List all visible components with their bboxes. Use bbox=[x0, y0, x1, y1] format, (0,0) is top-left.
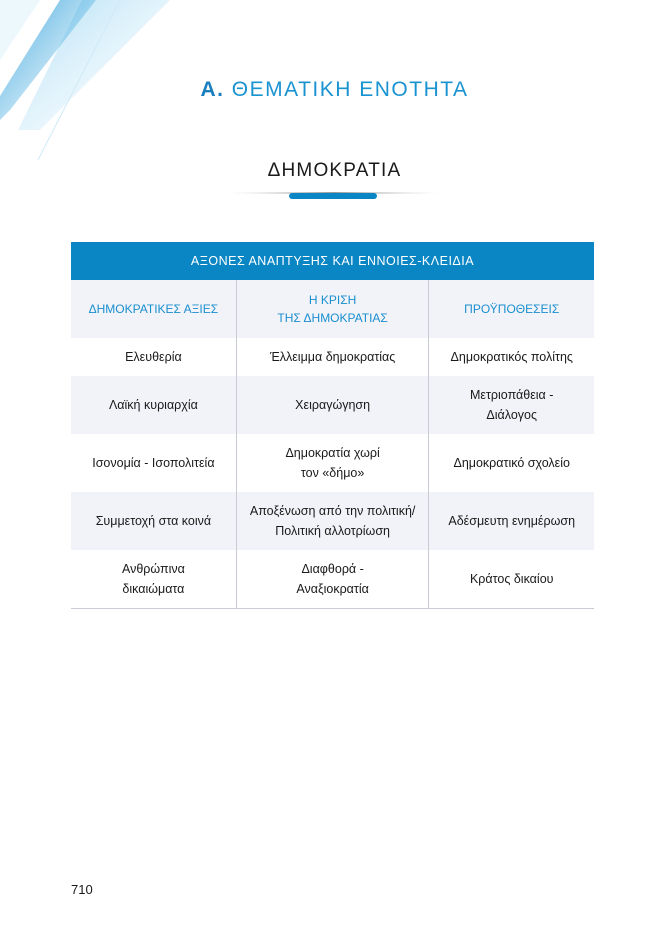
cell-line: Χειραγώγηση bbox=[295, 398, 371, 412]
cell-line: Ανθρώπινα bbox=[121, 562, 185, 576]
cell-line: Αποξένωση από την πολιτική/ bbox=[249, 504, 416, 518]
page-number: 710 bbox=[71, 882, 93, 897]
title-underline bbox=[228, 190, 440, 200]
section-letter: Α. bbox=[200, 78, 225, 101]
column-header-values bbox=[71, 280, 236, 338]
column-header-line: ΤΗΣ ΔΗΜΟΚΡΑΤΙΑΣ bbox=[277, 311, 388, 325]
table-cell bbox=[429, 376, 594, 434]
column-header-line: ΠΡΟΫΠΟΘΕΣΕΙΣ bbox=[464, 302, 560, 316]
cell-line: Διαφθορά - bbox=[301, 562, 364, 576]
table-row bbox=[71, 376, 594, 434]
table-cell bbox=[236, 434, 429, 492]
table-cell bbox=[429, 434, 594, 492]
cell-line: Μετριοπάθεια - bbox=[470, 388, 554, 402]
column-header-crisis bbox=[236, 280, 429, 338]
table-main-header: ΑΞΟΝΕΣ ΑΝΑΠΤΥΞΗΣ ΚΑΙ ΕΝΝΟΙΕΣ-ΚΛΕΙΔΙΑ bbox=[71, 242, 594, 280]
cell-line: Ισονομία - Ισοπολιτεία bbox=[92, 456, 215, 470]
cell-line: Διάλογος bbox=[486, 408, 538, 422]
topic-title: ΔΗΜΟΚΡΑΤΙΑ bbox=[267, 160, 402, 181]
table-cell bbox=[429, 338, 594, 376]
cell-line: Δημοκρατικός πολίτης bbox=[450, 350, 573, 364]
table-cell bbox=[236, 338, 429, 376]
table-row bbox=[71, 550, 594, 609]
cell-line: Πολιτική αλλοτρίωση bbox=[275, 524, 390, 538]
cell-line: Έλλειμμα δημοκρατίας bbox=[269, 350, 396, 364]
concepts-table bbox=[71, 242, 594, 609]
table-cell bbox=[71, 492, 236, 550]
cell-line: Αδέσμευτη ενημέρωση bbox=[448, 514, 576, 528]
table-cell bbox=[236, 492, 429, 550]
cell-line: Δημοκρατία χωρί bbox=[285, 446, 380, 460]
section-title bbox=[0, 78, 669, 102]
table-cell bbox=[236, 550, 429, 609]
table-cell bbox=[236, 376, 429, 434]
cell-line: Δημοκρατικό σχολείο bbox=[453, 456, 570, 470]
section-title-text: ΘΕΜΑΤΙΚΗ ΕΝΟΤΗΤΑ bbox=[231, 78, 469, 101]
table-cell bbox=[71, 376, 236, 434]
table-row bbox=[71, 492, 594, 550]
table-cell bbox=[429, 492, 594, 550]
cell-line: Ελευθερία bbox=[125, 350, 182, 364]
cell-line: Συμμετοχή στα κοινά bbox=[95, 514, 212, 528]
table-row bbox=[71, 338, 594, 376]
table-cell bbox=[429, 550, 594, 609]
column-header-line: ΔΗΜΟΚΡΑΤΙΚΕΣ ΑΞΙΕΣ bbox=[88, 302, 219, 316]
cell-line: δικαιώματα bbox=[122, 582, 185, 596]
table-cell bbox=[71, 550, 236, 609]
column-header-prerequisites bbox=[429, 280, 594, 338]
table-cell bbox=[71, 338, 236, 376]
cell-line: Κράτος δικαίου bbox=[469, 572, 554, 586]
cell-line: τον «δήμο» bbox=[300, 466, 365, 480]
table-cell bbox=[71, 434, 236, 492]
cell-line: Αναξιοκρατία bbox=[296, 582, 369, 596]
column-header-line: Η ΚΡΙΣΗ bbox=[308, 293, 357, 307]
table-row bbox=[71, 434, 594, 492]
cell-line: Λαϊκή κυριαρχία bbox=[108, 398, 198, 412]
